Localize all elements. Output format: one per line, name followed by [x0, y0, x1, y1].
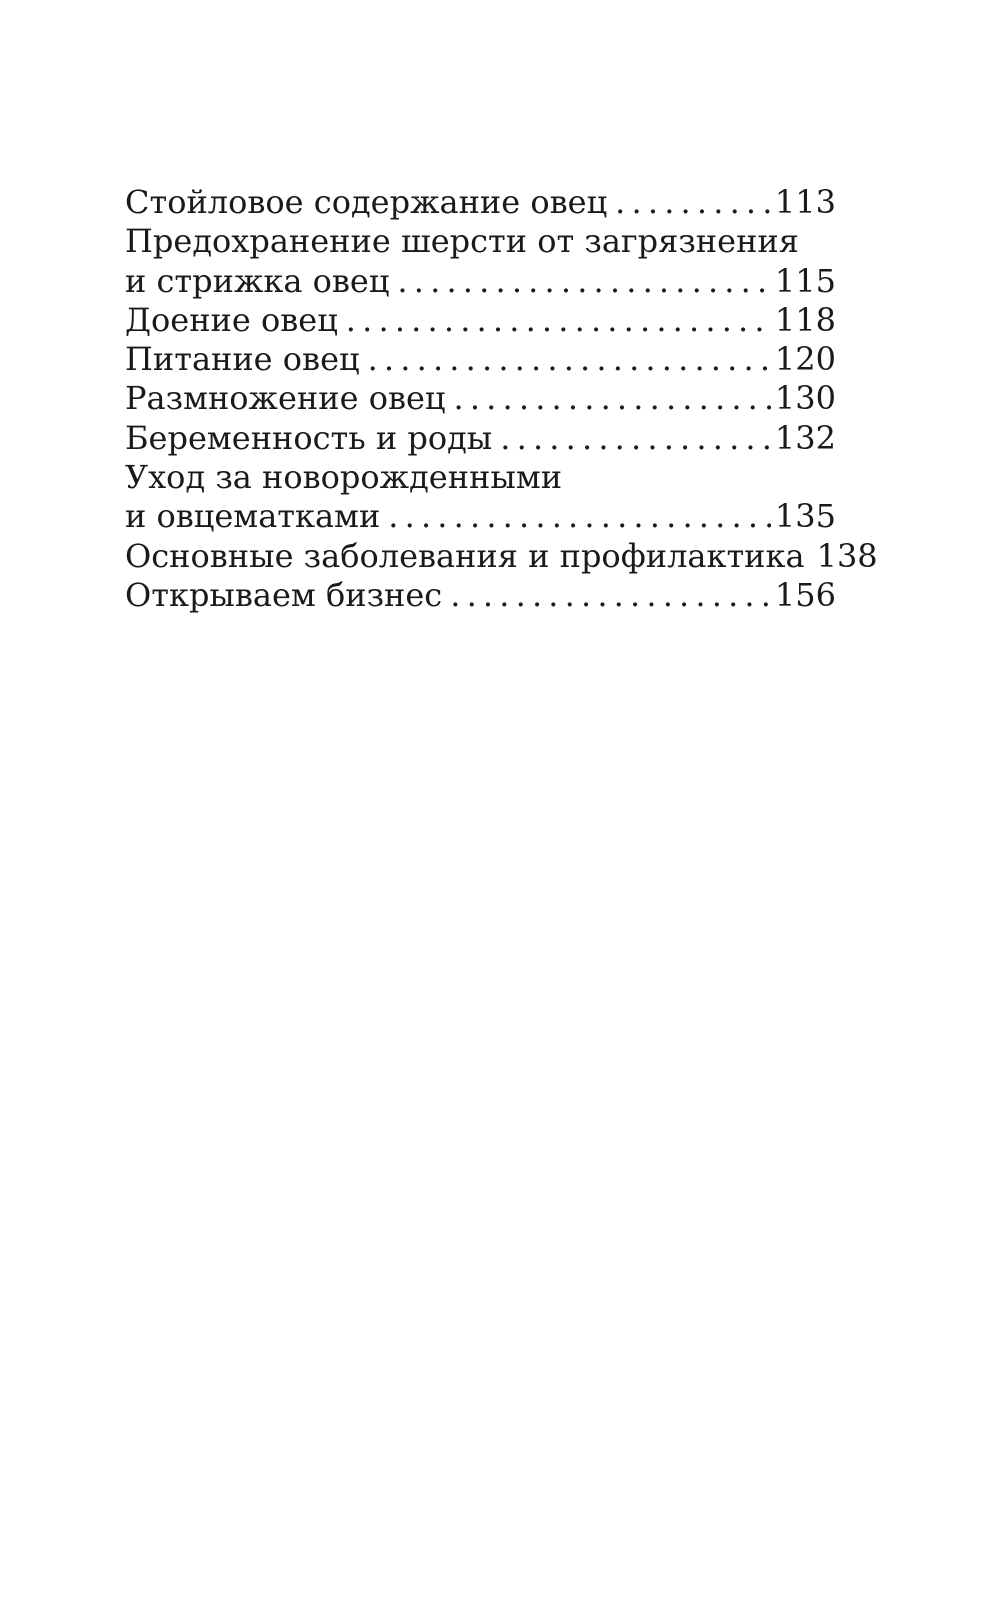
dot-leader: [368, 340, 771, 379]
toc-entry-8: [125, 536, 878, 576]
toc-page-number: 120: [774, 340, 836, 379]
dot-leader: [397, 262, 771, 301]
toc-entry-title: Стойловое содержание овец: [125, 183, 608, 221]
table-of-contents: [125, 183, 878, 615]
toc-entry-title: Предохранение шерсти от загрязнения: [125, 222, 799, 261]
toc-page-number: 118: [774, 300, 836, 339]
dot-leader: [450, 576, 771, 615]
dot-leader: [500, 419, 771, 458]
toc-page-number: 113: [774, 183, 836, 221]
dot-leader: [388, 497, 771, 536]
toc-entry-5: [125, 379, 836, 418]
toc-entry-4: [125, 340, 836, 379]
toc-page-number: 132: [774, 418, 836, 457]
toc-entry-title: Размножение овец: [125, 379, 446, 418]
dot-leader: [346, 301, 771, 340]
toc-page-number: 138: [816, 536, 878, 575]
toc-entry-title: Беременность и роды: [125, 418, 493, 457]
dot-leader: [615, 183, 771, 222]
toc-entry-1: [125, 183, 836, 222]
toc-page-number: 156: [774, 575, 836, 614]
toc-entry-title-continuation: и стрижка овец: [125, 261, 390, 300]
toc-entry-7-line-2: [125, 497, 836, 536]
dot-leader: [453, 379, 770, 418]
toc-entry-title: Открываем бизнес: [125, 575, 443, 614]
toc-entry-6: [125, 419, 836, 458]
toc-entry-2-line-2: [125, 262, 836, 301]
toc-entry-3: [125, 301, 836, 340]
toc-page-number: 115: [774, 261, 836, 300]
toc-entry-title-continuation: и овцематками: [125, 497, 381, 536]
toc-entry-title: Основные заболевания и профилактика: [125, 536, 805, 575]
toc-entry-title: Доение овец: [125, 300, 338, 339]
toc-entry-9: [125, 576, 836, 615]
toc-entry-7-line-1: [125, 458, 836, 497]
toc-entry-2-line-1: [125, 222, 836, 261]
toc-entry-title: Уход за новорожденными: [125, 458, 563, 497]
toc-entry-title: Питание овец: [125, 340, 360, 379]
toc-page-number: 135: [774, 497, 836, 536]
toc-page-number: 130: [774, 379, 836, 418]
